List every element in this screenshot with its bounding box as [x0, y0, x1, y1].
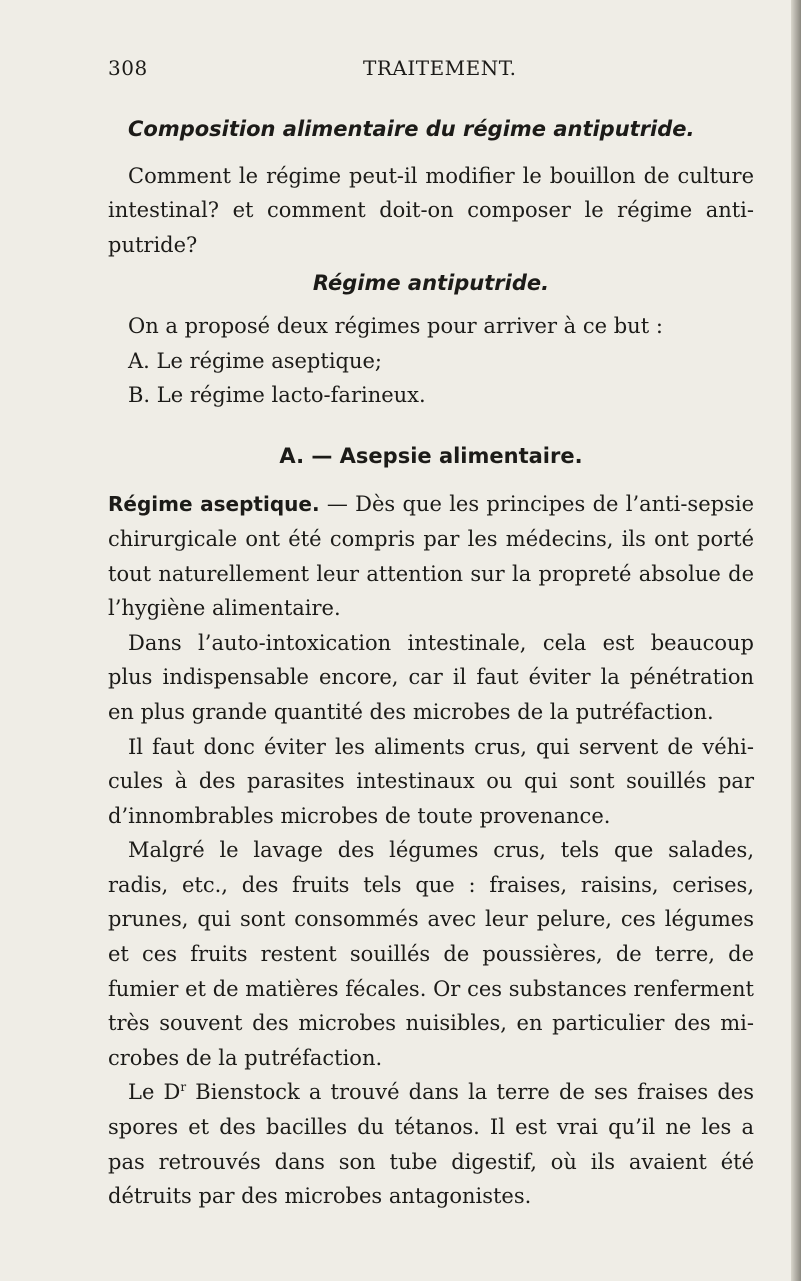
running-title: TRAITEMENT. [363, 56, 517, 80]
paragraph-aliments-crus: Il faut donc éviter les aliments crus, qui servent de véhi-cules à des parasites intestinaux ou qui sont souillés par d’innombrables microbes de toute provenance. [108, 734, 754, 828]
paragraph-aseptique-text: — Dès que les principes de l’anti-sepsie chirurgicale ont été compris par les médecins, ils ont porté tout naturellement leur attention sur la propreté absolue de l’hygiène alimentaire. [108, 492, 754, 621]
paragraph-aseptique [108, 487, 754, 625]
doctor-abbrev-sup: r [180, 1080, 187, 1095]
page-number: 308 [108, 56, 148, 80]
page-body [108, 112, 754, 1214]
subheading: Régime antiputride. [312, 271, 550, 296]
run-in-heading: Régime aseptique. [108, 492, 320, 517]
proposal-paragraph: On a proposé deux régimes pour arriver à ce but : [128, 313, 663, 338]
paragraph-bienstock [108, 1075, 754, 1213]
option-a: A. Le régime aseptique; [128, 348, 382, 373]
paragraph-bienstock-text: Bienstock a trouvé dans la terre de ses fraises des spores et des bacilles du tétanos. Il est vrai qu’il ne les a pas retrouvés dans son tube digestif, où ils avaient été détruits par des microbes antagonistes. [108, 1080, 754, 1209]
page-edge-shadow [791, 0, 801, 1281]
option-b: B. Le régime lacto-farineux. [128, 383, 426, 408]
paragraph-auto-intoxication: Dans l’auto-intoxication intestinale, cela est beaucoup plus indispensable encore, car il faut éviter la pénétration en plus grande quantité des microbes de la putréfaction. [108, 630, 754, 724]
running-head [108, 56, 708, 86]
section-heading: A. — Asepsie alimentaire. [279, 443, 583, 468]
chapter-heading: Composition alimentaire du régime antiputride. [128, 117, 695, 141]
paragraph-lavage: Malgré le lavage des légumes crus, tels que salades, radis, etc., des fruits tels que : fraises, raisins, cerises, prunes, qui sont consommés avec leur pelure, ces légumes et ces fruits restent souillés de poussières, de terre, de fumier et de matières fécales. Or ces substances renferment très souvent des microbes nuisibles, en particulier des mi-crobes de la putréfaction. [108, 838, 754, 1070]
intro-paragraph: Comment le régime peut-il modifier le bouillon de culture intestinal? et comment doit-on composer le régime anti-putride? [108, 163, 754, 257]
doctor-abbrev: Le D [128, 1080, 181, 1105]
